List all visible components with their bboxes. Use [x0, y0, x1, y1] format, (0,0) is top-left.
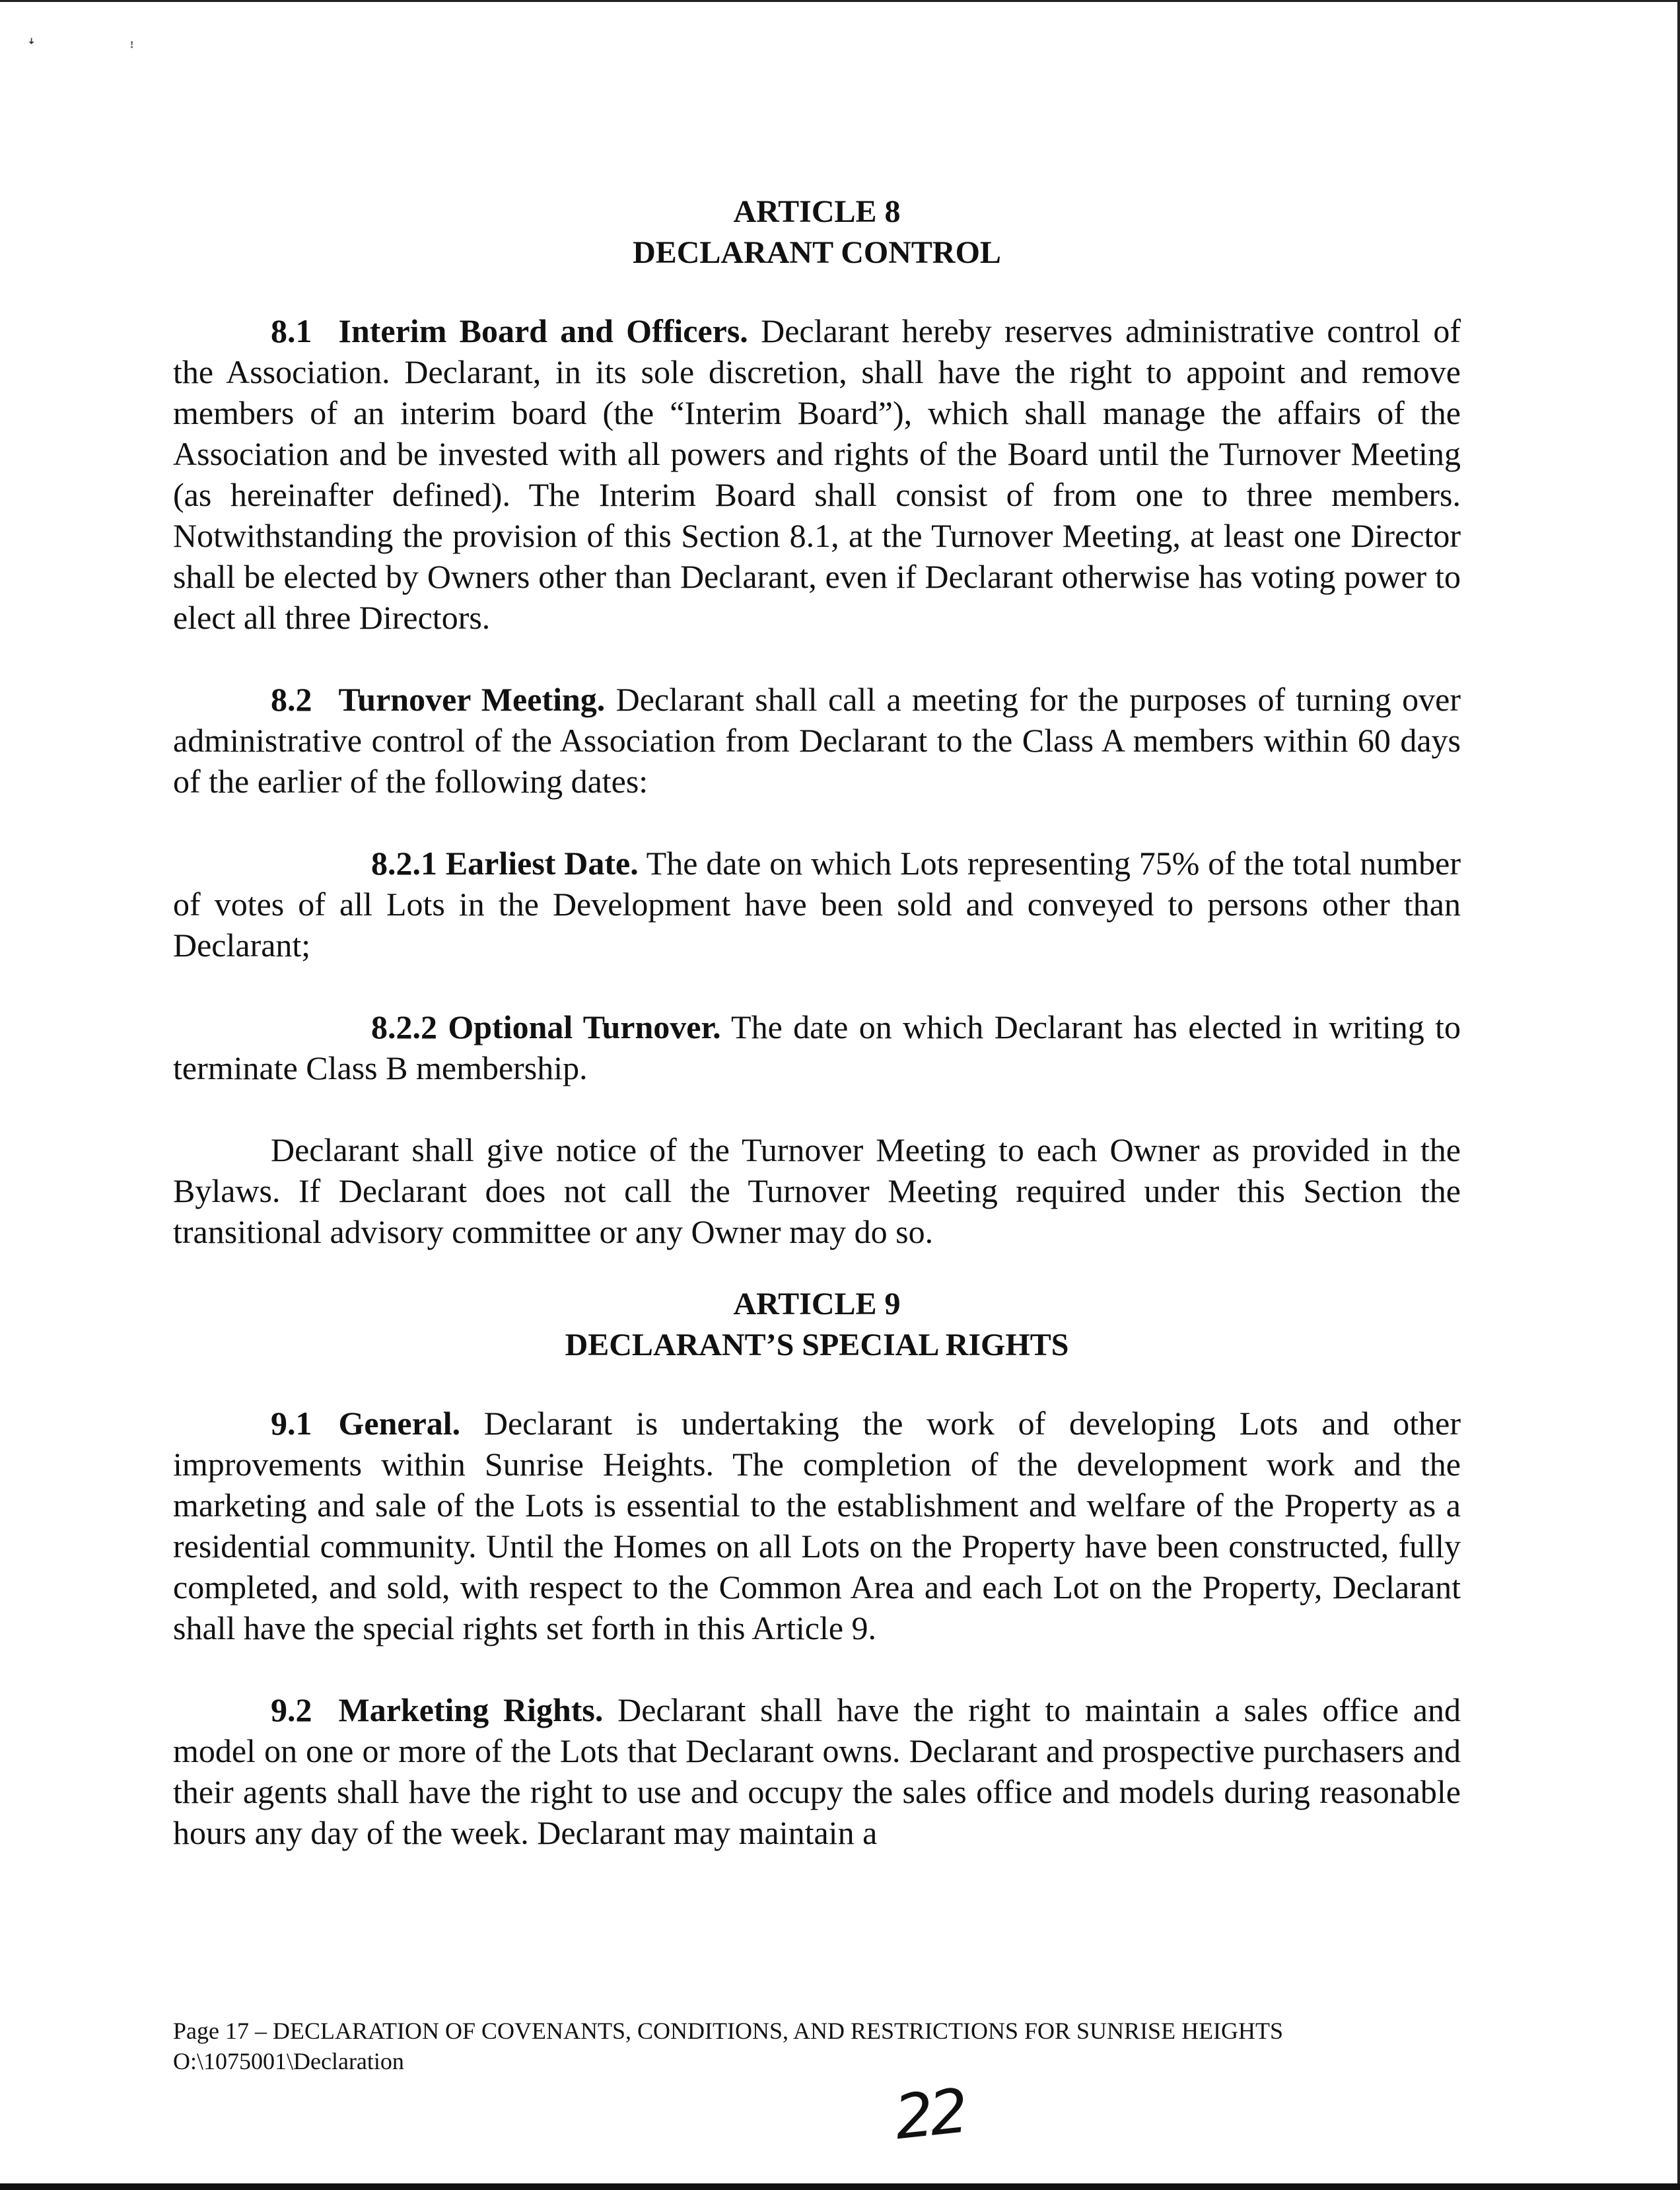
page-footer	[173, 2016, 1467, 2076]
section-8-2-number: 8.2	[271, 681, 312, 718]
section-8-2-text: Declarant shall call a meeting for the purposes of turning over administrative control of the Association from Declarant to the Class A members within 60 days of the earlier of the following dates:	[173, 681, 1461, 800]
section-9-2	[173, 1689, 1461, 1853]
section-8-2-2-heading: Optional Turnover.	[448, 1008, 721, 1045]
article-9-title: DECLARANT’S SPECIAL RIGHTS	[565, 1327, 1069, 1362]
section-9-2-number: 9.2	[271, 1691, 312, 1728]
section-8-2-2-number: 8.2.2	[371, 1008, 437, 1045]
section-8-1-text: Declarant hereby reserves administrative control of the Association. Declarant, in its sole discretion, shall have the right to appoint and remove members of an interim board (the “Interim Board”), which shall manage the affairs of the Association and be invested with all powers and rights of the Board until the Turnover Meeting (as hereinafter defined). The Interim Board shall consist of from one to three members. Notwithstanding the provision of this Section 8.1, at the Turnover Meeting, at least one Director shall be elected by Owners other than Declarant, even if Declarant otherwise has voting power to elect all three Directors.	[173, 312, 1461, 636]
turnover-notice-paragraph: Declarant shall give notice of the Turnover Meeting to each Owner as provided in the Bylaws. If Declarant does not call the Turnover Meeting required under this Section the transitional advisory committee or any Owner may do so.	[173, 1131, 1461, 1250]
footer-file-path: O:\1075001\Declaration	[173, 2048, 404, 2074]
section-8-2-2	[173, 1007, 1461, 1088]
footer-page-title: Page 17 – DECLARATION OF COVENANTS, CONDITIONS, AND RESTRICTIONS FOR SUNRISE HEIGHTS	[173, 2018, 1284, 2044]
page-border-bottom	[0, 2183, 1680, 2190]
section-8-2-heading: Turnover Meeting.	[338, 681, 606, 718]
section-9-2-text: Declarant shall have the right to maintain a sales office and model on one or more of the Lots that Declarant owns. Declarant and prospective purchasers and their agents shall have the right to use and occupy the sales office and models during reasonable hours any day of the week. Declarant may maintain a	[173, 1691, 1461, 1851]
section-9-1	[173, 1403, 1461, 1648]
document-body	[173, 192, 1461, 1853]
section-8-1-number: 8.1	[271, 312, 312, 349]
section-8-2-1-heading: Earliest Date.	[445, 845, 639, 882]
section-8-2-1	[173, 843, 1461, 966]
article-8-number: ARTICLE 8	[733, 194, 901, 229]
section-8-1-heading: Interim Board and Officers.	[338, 312, 748, 349]
section-9-1-heading: General.	[338, 1405, 461, 1442]
section-8-2-1-text: The date on which Lots representing 75% of the total number of votes of all Lots in the Development have been sold and conveyed to persons other than Declarant;	[173, 845, 1461, 964]
scan-speck-1: ꜜ	[28, 38, 35, 55]
section-8-2	[173, 679, 1461, 802]
handwritten-page-number: 22	[891, 2075, 968, 2154]
section-8-2-2-text: The date on which Declarant has elected in writing to terminate Class B membership.	[173, 1008, 1461, 1086]
section-9-1-number: 9.1	[271, 1405, 312, 1442]
scan-speck-2: ꜝ	[129, 41, 135, 57]
section-9-2-heading: Marketing Rights.	[338, 1691, 604, 1728]
article-9-heading	[173, 1284, 1461, 1366]
section-8-2-1-number: 8.2.1	[371, 845, 437, 882]
page-border-top	[0, 0, 1680, 2]
article-9-number: ARTICLE 9	[733, 1287, 901, 1322]
article-8-title: DECLARANT CONTROL	[633, 235, 1001, 270]
section-9-1-text: Declarant is undertaking the work of developing Lots and other improvements within Sunrise Heights. The completion of the development work and the marketing and sale of the Lots is essential to the establishment and welfare of the Property as a residential community. Until the Homes on all Lots on the Property have been constructed, fully completed, and sold, with respect to the Common Area and each Lot on the Property, Declarant shall have the special rights set forth in this Article 9.	[173, 1405, 1461, 1646]
page-border-right	[1677, 0, 1680, 2190]
section-8-1	[173, 310, 1461, 638]
article-8-heading	[173, 192, 1461, 273]
